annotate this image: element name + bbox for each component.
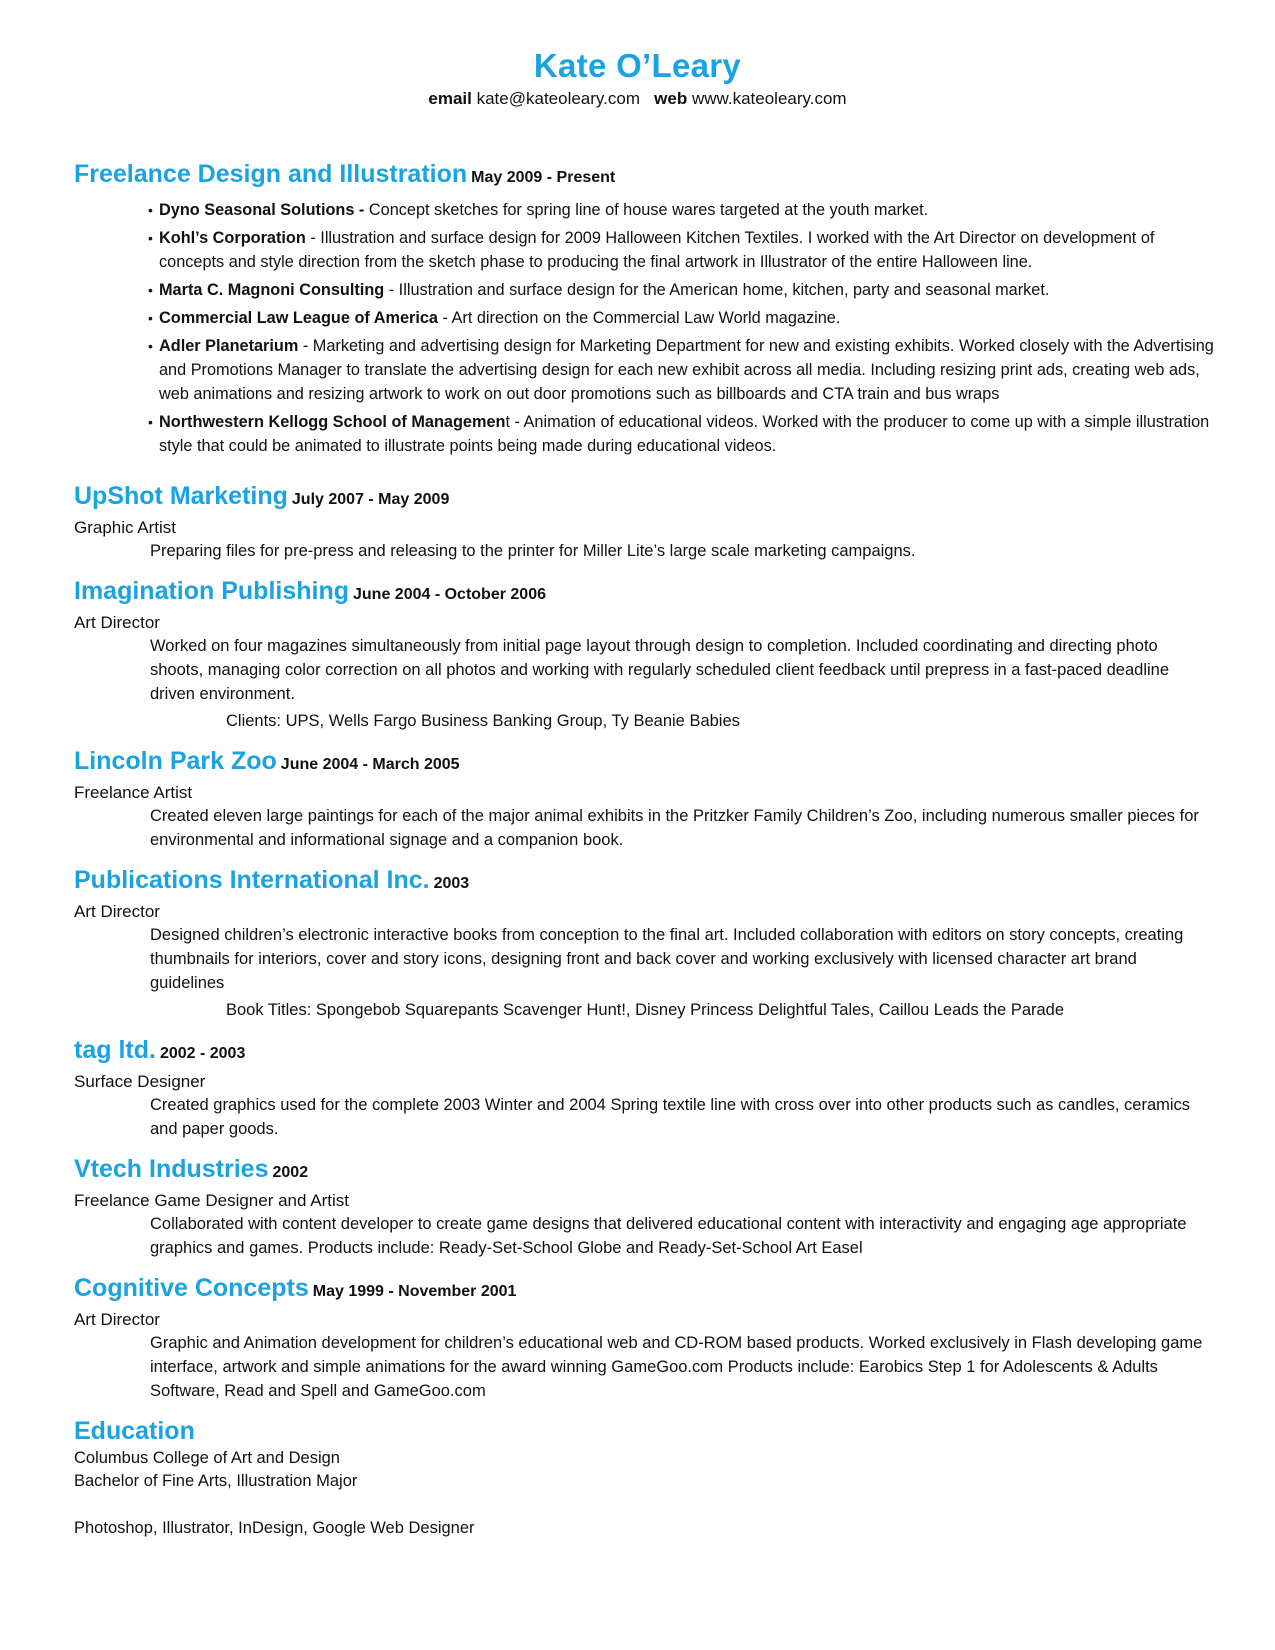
date-range: June 2004 - October 2006: [353, 586, 546, 603]
company-name: Vtech Industries: [74, 1155, 269, 1183]
job-role: Art Director: [74, 613, 160, 632]
job-description: Preparing files for pre-press and releasing to the printer for Miller Lite’s large scale marketing campaigns.: [150, 542, 916, 560]
school-name: Columbus College of Art and Design: [74, 1449, 340, 1467]
job-description: Worked on four magazines simultaneously from initial page layout through design to completion. Included coordinating and directing photo shoots, managing color correction on all photos and working with regularly scheduled client feedback until prepress in a fast-paced deadline driven environment.: [150, 637, 1170, 703]
list-item: [150, 334, 1214, 406]
company-name: Publications International Inc.: [74, 866, 430, 894]
list-item: [150, 410, 1214, 458]
date-range: July 2007 - May 2009: [291, 491, 450, 508]
section-upshot: [74, 480, 1214, 563]
web-label: web: [654, 89, 688, 108]
section-freelance: [74, 158, 1214, 458]
company-name: UpShot Marketing: [74, 482, 288, 510]
section-vtech: [74, 1153, 1214, 1260]
resume-header: [0, 46, 1275, 110]
client-description: - Art direction on the Commercial Law World magazine.: [437, 309, 841, 327]
job-role: Art Director: [74, 902, 160, 921]
section-lincoln-park-zoo: [74, 745, 1214, 852]
job-description: Collaborated with content developer to create game designs that delivered educational content with interactivity and engaging age appropriate graphics and games. Products include: Ready-Set-School Globe and Ready-Set-School Art Easel: [150, 1215, 1187, 1257]
job-book-titles: Book Titles: Spongebob Squarepants Scavenger Hunt!, Disney Princess Delightful Tales, Caillou Leads the Parade: [226, 1001, 1065, 1019]
date-range: May 2009 - Present: [471, 169, 616, 186]
section-heading: [74, 1272, 1214, 1308]
list-item: [150, 198, 1214, 222]
company-name: Lincoln Park Zoo: [74, 747, 277, 775]
contact-line: [0, 88, 1275, 110]
degree: Bachelor of Fine Arts, Illustration Major: [74, 1472, 358, 1490]
section-heading: [74, 480, 1214, 516]
section-cognitive-concepts: [74, 1272, 1214, 1403]
job-description: Graphic and Animation development for children’s educational web and CD-ROM based products. Worked exclusively in Flash developing game interface, artwork and simple animations for the award winning GameGoo.com Products include: Earobics Step 1 for Adolescents & Adults Software, Read and Spell and GameGoo.com: [150, 1334, 1203, 1400]
resume-body: [74, 158, 1214, 1540]
email-label: email: [428, 89, 472, 108]
client-description: - Illustration and surface design for the American home, kitchen, party and seasonal market.: [384, 281, 1050, 299]
email-value: kate@kateoleary.com: [476, 89, 640, 108]
section-heading: [74, 575, 1214, 611]
job-clients: Clients: UPS, Wells Fargo Business Banking Group, Ty Beanie Babies: [226, 712, 740, 730]
job-description: Designed children’s electronic interactive books from conception to the final art. Included collaboration with editors on story concepts, creating thumbnails for interiors, cover and story icons, designing front and back cover and working exclusively with licensed character art brand guidelines: [150, 926, 1184, 992]
candidate-name: Kate O’Leary: [533, 47, 742, 84]
section-heading: [74, 1153, 1214, 1189]
list-item: [150, 278, 1214, 302]
client-description: - Illustration and surface design for 2009 Halloween Kitchen Textiles. I worked with the Art Director on development of concepts and style direction from the sketch phase to producing the final artwork in Illustrator of the entire Halloween line.: [159, 229, 1155, 271]
list-item: [150, 226, 1214, 274]
client-list: [74, 198, 1214, 458]
job-role: Surface Designer: [74, 1072, 206, 1091]
list-item: [150, 306, 1214, 330]
client-description: t - Animation of educational videos. Worked with the producer to come up with a simple illustration style that could be animated to illustrate points being made during educational videos.: [159, 413, 1210, 455]
web-value: www.kateoleary.com: [691, 89, 847, 108]
skills-line: Photoshop, Illustrator, InDesign, Google Web Designer: [74, 1519, 475, 1537]
section-heading: [74, 158, 1214, 194]
date-range: May 1999 - November 2001: [312, 1283, 517, 1300]
section-heading: Education: [74, 1417, 195, 1445]
date-range: 2003: [433, 875, 470, 892]
job-description: Created eleven large paintings for each of the major animal exhibits in the Pritzker Family Children’s Zoo, including numerous smaller pieces for environmental and informational signage and a companion book.: [150, 807, 1199, 849]
date-range: 2002: [272, 1164, 309, 1181]
company-name: Imagination Publishing: [74, 577, 349, 605]
job-role: Freelance Game Designer and Artist: [74, 1191, 349, 1210]
company-name: tag ltd.: [74, 1036, 156, 1064]
section-heading: [74, 1034, 1214, 1070]
job-description: Created graphics used for the complete 2003 Winter and 2004 Spring textile line with cross over into other products such as candles, ceramics and paper goods.: [150, 1096, 1191, 1138]
client-name: Commercial Law League of America: [159, 309, 438, 327]
section-publications-international: [74, 864, 1214, 1022]
client-description: - Marketing and advertising design for Marketing Department for new and existing exhibits. Worked closely with the Advertising and Promotions Manager to translate the advertising design for each new exhibit across all media. Including resizing print ads, creating web ads, web animations and resizing artwork to work on out door promotions such as billboards and CTA train and bus wraps: [159, 337, 1214, 403]
date-range: June 2004 - March 2005: [280, 756, 460, 773]
client-description: Concept sketches for spring line of house wares targeted at the youth market.: [364, 201, 929, 219]
company-name: Freelance Design and Illustration: [74, 160, 468, 188]
company-name: Cognitive Concepts: [74, 1274, 309, 1302]
section-education: [74, 1415, 1214, 1493]
section-heading: [74, 864, 1214, 900]
job-role: Freelance Artist: [74, 783, 193, 802]
section-tag-ltd: [74, 1034, 1214, 1141]
client-name: Adler Planetarium: [159, 337, 299, 355]
section-imagination: [74, 575, 1214, 733]
section-heading: [74, 745, 1214, 781]
job-role: Graphic Artist: [74, 518, 177, 537]
client-name: Dyno Seasonal Solutions -: [159, 201, 365, 219]
client-name: Kohl’s Corporation: [159, 229, 306, 247]
client-name: Northwestern Kellogg School of Managemen: [159, 413, 506, 431]
job-role: Art Director: [74, 1310, 160, 1329]
client-name: Marta C. Magnoni Consulting: [159, 281, 385, 299]
date-range: 2002 - 2003: [159, 1045, 246, 1062]
